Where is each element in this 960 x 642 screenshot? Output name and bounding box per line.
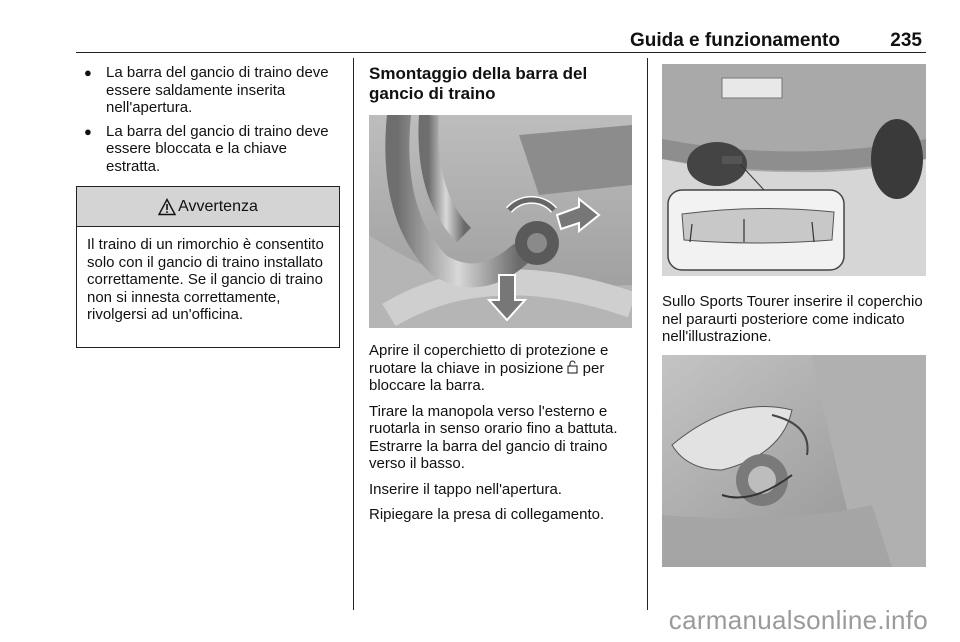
instruction-text-end: per bloccare la barra.: [369, 359, 605, 394]
column-divider-1: [353, 58, 354, 610]
list-item: [76, 123, 340, 176]
unlock-icon: [567, 360, 582, 377]
bullet-text: La barra del gancio di traino deve essere bloccata e la chiave estratta.: [106, 122, 329, 175]
column-3-text: [662, 293, 926, 354]
warning-triangle-icon: [158, 198, 176, 216]
warning-header: [77, 187, 339, 227]
column-2-text: [369, 342, 635, 532]
tow-bar-removal-illustration: [369, 115, 632, 328]
tow-bar-storage-illustration: [662, 355, 926, 567]
warning-title: Avvertenza: [178, 197, 258, 215]
instruction-paragraph: Inserire il tappo nell'apertura.: [369, 480, 562, 498]
rear-bumper-cover-illustration: [662, 64, 926, 276]
section-title: Smontaggio della barra del gancio di traino: [369, 64, 588, 103]
column-1: [76, 64, 340, 181]
instruction-text: Aprire il coperchietto di protezione e ruotare la chiave in posizione: [369, 342, 609, 377]
page-header: [76, 30, 926, 52]
watermark: carmanualsonline.info: [668, 605, 928, 635]
page-title: Guida e funzionamento: [629, 30, 840, 51]
page-number: 235: [890, 30, 922, 51]
instruction-paragraph: Sullo Sports Tourer inserire il coperchio nel paraurti posteriore come indicato nell'illustrazione.: [662, 293, 923, 345]
bullet-icon: ●: [84, 65, 92, 80]
instruction-paragraph: Tirare la manopola verso l'esterno e ruotarla in senso orario fino a battuta. Estrarre la barra del gancio di traino verso il basso.: [369, 402, 618, 472]
warning-box: [76, 186, 340, 348]
header-divider: [76, 52, 926, 53]
bullet-icon: ●: [84, 123, 92, 139]
bullet-text: La barra del gancio di traino deve essere saldamente inserita nell'apertura.: [106, 64, 329, 116]
instruction-paragraph: [369, 342, 635, 395]
instruction-paragraph: Ripiegare la presa di collegamento.: [369, 506, 605, 523]
column-2: [369, 64, 635, 104]
column-divider-2: [647, 58, 648, 610]
warning-body: Il traino di un rimorchio è consentito solo con il gancio di traino installato correttamente. Se il gancio di traino non si innesta correttamente, rivolgersi ad un'officina.: [87, 236, 324, 323]
list-item: [76, 64, 340, 117]
